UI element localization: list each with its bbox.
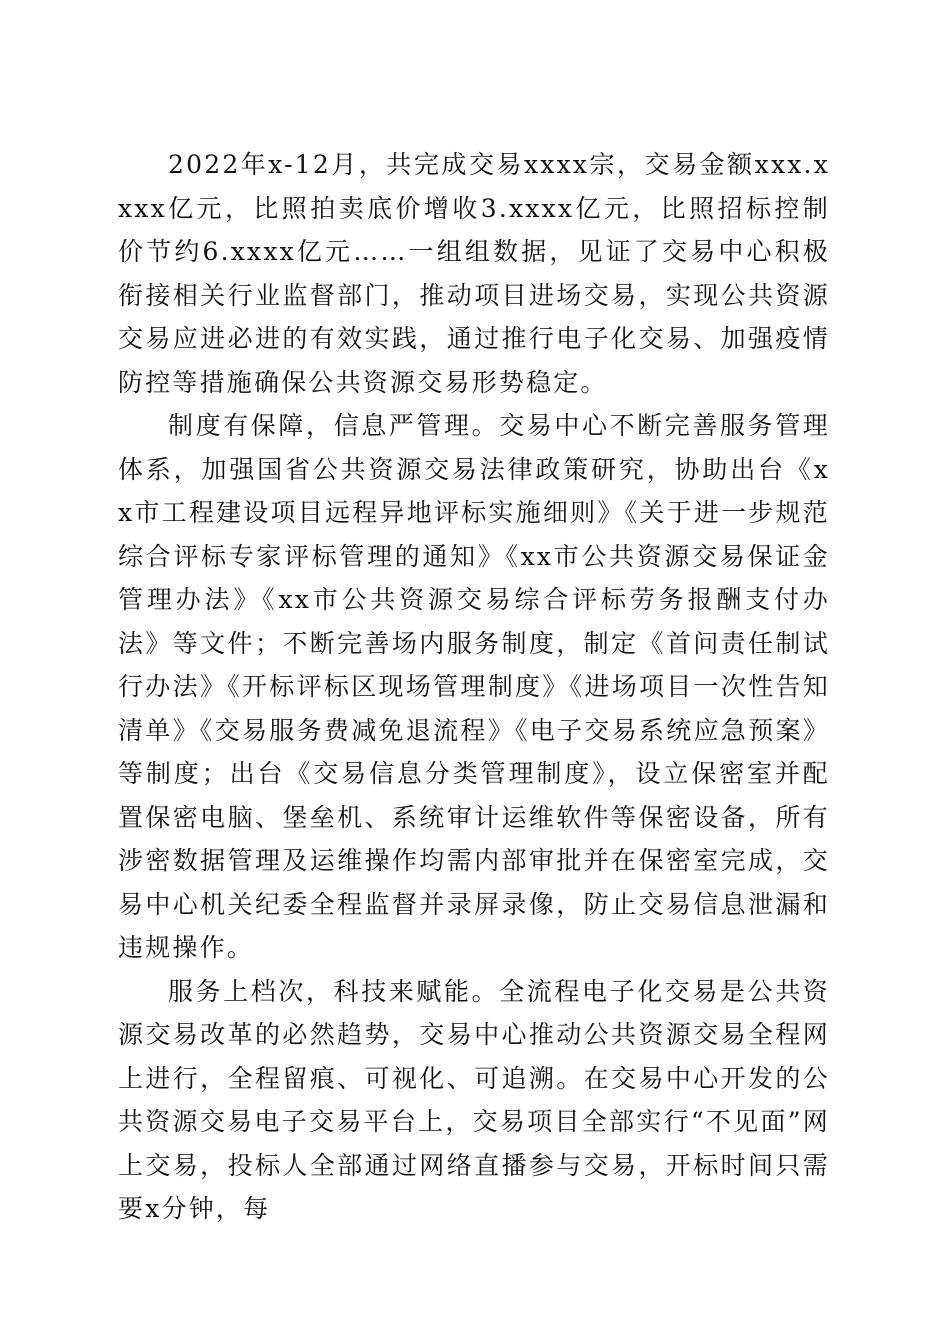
document-body (118, 143, 830, 1231)
paragraph-transaction-summary: 2022年x-12月，共完成交易xxxx宗，交易金额xxx.xxxx亿元，比照拍卖底价增收3.xxxx亿元，比照招标控制价节约6.xxxx亿元……一组组数据，见证了交易中心积极衔接相关行业监督部门，推动项目进场交易，实现公共资源交易应进必进的有效实践，通过推行电子化交易、加强疫情防控等措施确保公共资源交易形势稳定。 (118, 150, 830, 397)
paragraph-service-technology: 服务上档次，科技来赋能。全流程电子化交易是公共资源交易改革的必然趋势，交易中心推动公共资源交易全程网上进行，全程留痕、可视化、可追溯。在交易中心开发的公共资源交易电子交易平台上，交易项目全部实行“不见面”网上交易，投标人全部通过网络直播参与交易，开标时间只需要x分钟，每 (118, 976, 830, 1223)
paragraph-institutional-guarantee: 制度有保障，信息严管理。交易中心不断完善服务管理体系，加强国省公共资源交易法律政策研究，协助出台《xx市工程建设项目远程异地评标实施细则》《关于进一步规范综合评标专家评标管理的通知》《xx市公共资源交易保证金管理办法》《xx市公共资源交易综合评标劳务报酬支付办法》等文件；不断完善场内服务制度，制定《首问责任制试行办法》《开标评标区现场管理制度》《进场项目一次性告知清单》《交易服务费减免退流程》《电子交易系统应急预案》等制度；出台《交易信息分类管理制度》，设立保密室并配置保密电脑、堡垒机、系统审计运维软件等保密设备，所有涉密数据管理及运维操作均需内部审批并在保密室完成，交易中心机关纪委全程监督并录屏录像，防止交易信息泄漏和违规操作。 (118, 411, 830, 962)
